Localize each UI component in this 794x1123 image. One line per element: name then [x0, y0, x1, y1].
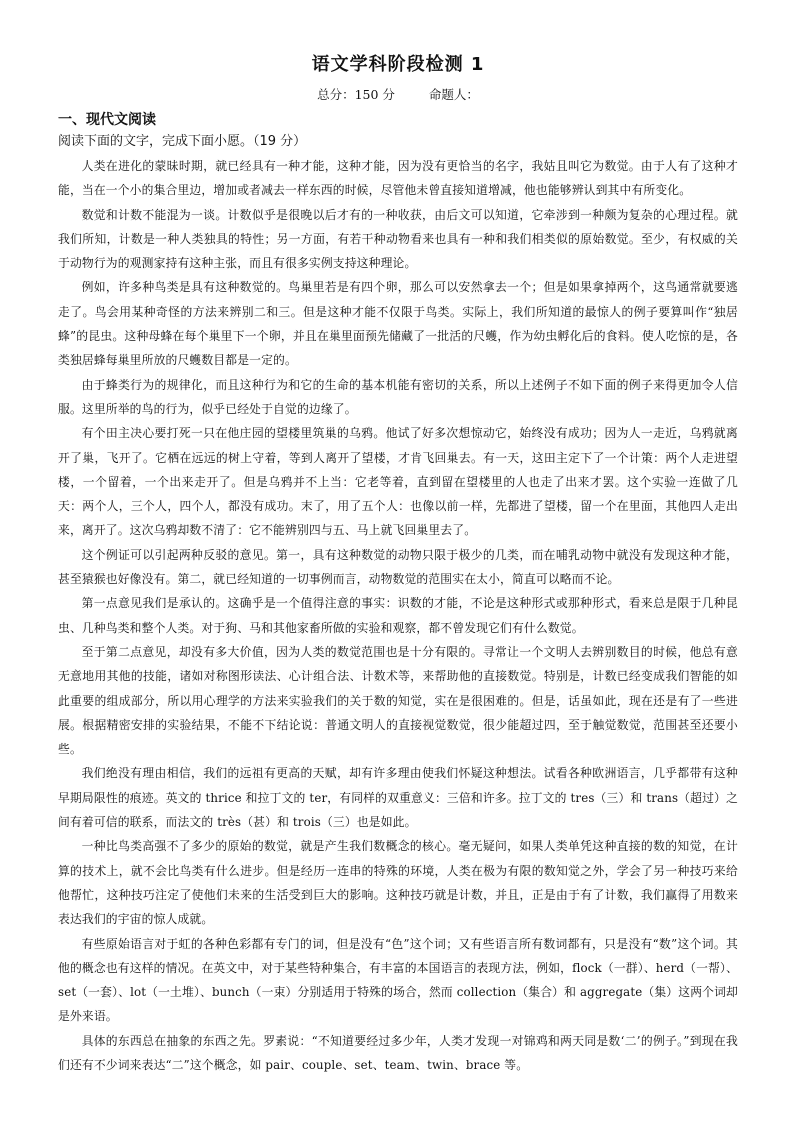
document-meta [58, 86, 738, 104]
passage-paragraph: 具体的东西总在抽象的东西之先。罗素说：“不知道要经过多少年，人类才发现一对锦鸡和两天同是数‘二’的例子。”到现在我们还有不少词来表达“二”这个概念，如 pair、couple、set、team、twin、brace 等。 [58, 1033, 738, 1072]
passage-paragraph: 人类在进化的蒙昧时期，就已经具有一种才能，这种才能，因为没有更恰当的名字，我姑且叫它为数觉。由于人有了这种才能，当在一个小的集合里边，增加或者减去一样东西的时候，尽管他未曾直接知道增减，他也能够辨认到其中有所变化。 [58, 159, 738, 198]
passage-paragraph: 例如，许多种鸟类是具有这种数觉的。鸟巢里若是有四个卵，那么可以安然拿去一个；但是如果拿掉两个，这鸟通常就要逃走了。鸟会用某种奇怪的方法来辨别二和三。但是这种才能不仅限于鸟类。实际上，我们所知道的最惊人的例子要算叫作“独居蜂”的昆虫。这种母蜂在每个巢里下一个卵，并且在巢里面预先储藏了一批活的尺蠖，作为幼虫孵化后的食料。使人吃惊的是，各类独居蜂每巢里所放的尺蠖数目都是一定的。 [58, 280, 738, 368]
passage-paragraph: 由于蜂类行为的规律化，而且这种行为和它的生命的基本机能有密切的关系，所以上述例子不如下面的例子来得更加令人信服。这里所举的鸟的行为，似乎已经处于自觉的边缘了。 [58, 377, 738, 416]
exam-page [58, 52, 738, 1077]
passage-paragraph: 有些原始语言对于虹的各种色彩都有专门的词，但是没有“色”这个词；又有些语言所有数词都有，只是没有“数”这个词。其他的概念也有这样的情况。在英文中，对于某些特种集合，有丰富的本国语言的表现方法，例如，flock（一群）、herd（一帮）、set（一套）、lot（一土堆）、bunch（一束）分别适用于特殊的场合，然而 collection（集合）和 aggregate（集）这两个词却是外来语。 [58, 936, 738, 1024]
author-label: 命题人： [428, 87, 479, 102]
passage-paragraph: 这个例证可以引起两种反驳的意见。第一，具有这种数觉的动物只限于极少的几类，而在哺乳动物中就没有发现这种才能，甚至猿猴也好像没有。第二，就已经知道的一切事例而言，动物数觉的范围实在太小，简直可以略而不论。 [58, 547, 738, 587]
passage-paragraph: 第一点意见我们是承认的。这确乎是一个值得注意的事实：识数的才能，不论是这种形式或那种形式，看来总是限于几种昆虫、几种鸟类和整个人类。对于狗、马和其他家畜所做的实验和观察，都不曾发现它们有什么数觉。 [58, 596, 738, 635]
passage-paragraph: 至于第二点意见，却没有多大价值，因为人类的数觉范围也是十分有限的。寻常让一个文明人去辨别数目的时候，他总有意无意地用其他的技能，诸如对称图形读法、心计组合法、计数术等，来帮助他的直接数觉。特别是，计数已经变成我们智能的如此重要的组成部分，所以用心理学的方法来实验我们的关于数的知觉，实在是很困难的。但是，话虽如此，现在还是有了一些进展。根据精密安排的实验结果，不能不下结论说：普通文明人的直接视觉数觉，很少能超过四，至于触觉数觉，范围甚至还要小些。 [58, 644, 738, 757]
passage-paragraph: 我们绝没有理由相信，我们的远祖有更高的天赋，却有许多理由使我们怀疑这种想法。试看各种欧洲语言，几乎都带有这种早期局限性的痕迹。英文的 thrice 和拉丁文的 ter，有同样的双重意义：三倍和许多。拉丁文的 tres（三）和 trans（超过）之间有着可信的联系，而法文的 très（甚）和 trois（三）也是如此。 [58, 766, 738, 830]
passage-paragraph: 一种比鸟类高强不了多少的原始的数觉，就是产生我们数概念的核心。毫无疑问，如果人类单凭这种直接的数的知觉，在计算的技术上，就不会比鸟类有什么进步。但是经历一连串的特殊的环境，人类在极为有限的数知觉之外，学会了另一种技巧来给他帮忙，这种技巧注定了使他们未来的生活受到巨大的影响。这种技巧就是计数，并且，正是由于有了计数，我们赢得了用数来表达我们的宇宙的惊人成就。 [58, 839, 738, 927]
document-title: 语文学科阶段检测 1 [311, 54, 485, 75]
reading-instruction: 阅读下面的文字，完成下面小愿。（19 分） [58, 134, 307, 149]
total-score: 总分：150 分 [317, 87, 395, 102]
passage-paragraph: 有个田主决心要打死一只在他庄园的望楼里筑巢的乌鸦。他试了好多次想惊动它，始终没有成功；因为人一走近，乌鸦就离开了巢，飞开了。它栖在远远的树上守着，等到人离开了望楼，才肯飞回巢去。有一天，这田主定下了一个计策：两个人走进望楼，一个留着，一个出来走开了。但是乌鸦并不上当：它老等着，直到留在望楼里的人也走了出来才罢。这个实验一连做了几天：两个人，三个人，四个人，都没有成功。末了，用了五个人：也像以前一样，先都进了望楼，留一个在里面，其他四人走出来，离开了。这次乌鸦却数不清了：它不能辨别四与五、马上就飞回巢里去了。 [58, 426, 738, 538]
section-heading: 一、现代文阅读 [58, 112, 156, 128]
reading-passage [58, 154, 738, 1077]
passage-paragraph: 数觉和计数不能混为一谈。计数似乎是很晚以后才有的一种收获，由后文可以知道，它牵涉到一种颇为复杂的心理过程。就我们所知，计数是一种人类独具的特性；另一方面，有若干种动物看来也具有一种和我们相类似的原始数觉。至少，有权威的关于动物行为的观测家持有这种主张，而且有很多实例支持这种理论。 [58, 207, 738, 271]
